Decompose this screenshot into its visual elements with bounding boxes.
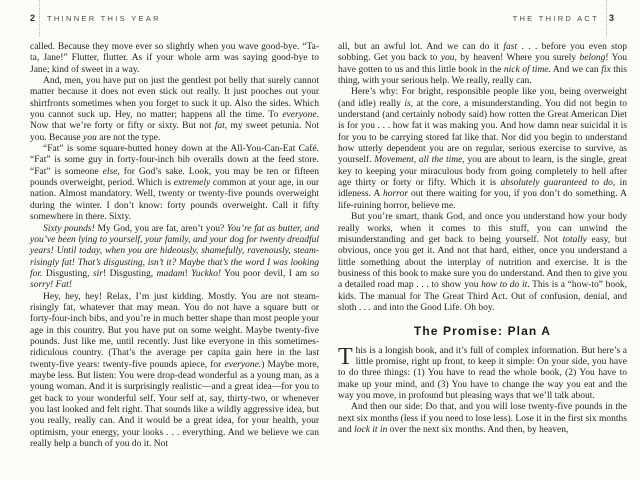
text-run-italic: horror — [382, 189, 408, 200]
text-run: , you are about to learn, is the single, great key to keeping your miraculous body from going completely to hell after age thirty or forty or fifty. Which it is — [338, 155, 627, 189]
text-run-italic: absolutely guaranteed to do — [500, 178, 613, 189]
text-run: And then our side: Do that, and you will lose twenty-five pounds in the next six months (less if you need to lose less). Lose it in the first six months and — [338, 402, 627, 435]
text-run-italic: madam — [156, 268, 185, 279]
text-run-italic: fix — [601, 64, 611, 75]
text-run: easy, but obvious, once you get it. And not that hard, either, once you understand a little something about the interplay of nutrition and exercise. It is the business of this book to make sure you do understand. And then to give you a detailed road map . . . to show you — [338, 234, 627, 291]
text-run-italic: everyone. — [224, 359, 262, 370]
text-run-italic: is — [404, 98, 411, 109]
paragraph — [30, 76, 319, 144]
text-run: all, but an awful lot. And we can do it — [338, 42, 504, 52]
section-heading: The Promise: Plan A — [413, 324, 552, 339]
text-run: ! Disgusting, — [102, 268, 157, 279]
text-run: over the next six months. And then, by heaven, — [387, 425, 569, 435]
text-run: called. Because they move ever so slightly when you wave good-bye. “Ta-ta, Jane!” Flutter, flutter. As if your whole arm was saying good-bye to Jane; kind of sweet in a way. — [30, 42, 319, 75]
paragraph — [30, 42, 319, 76]
left-page-body — [30, 42, 319, 450]
paragraph — [30, 144, 319, 223]
text-run: , at the core, a misunderstanding. You did not begin to understand (and certainly nobody said) how rotten the Great American Diet is for you . . . how fat it was making you. And how damn near suicidal it is for you to be carrying stored fat like that. Nor did you begin to understand how utterly dependent you are on regular, serious exercise to survive, as yourself. — [338, 98, 628, 166]
text-run: . . . before you even stop sobbing. Get you back to — [338, 42, 628, 64]
text-run: ! — [184, 268, 192, 279]
page-number-left: 2 — [30, 13, 36, 23]
text-run: common at your age, in our nation. Almost mandatory. Well, twenty or twenty-five pounds overweight during the winter. I don’t know: forty pounds overweight. Call it fifty somewhere in there. Sixty. — [30, 178, 319, 223]
text-run-italic: how to do it — [481, 280, 528, 291]
paragraph — [338, 42, 627, 87]
text-run-italic: everyone — [282, 110, 317, 121]
page-number-right: 3 — [608, 13, 614, 23]
text-run-italic: fast — [503, 42, 518, 52]
paragraph — [338, 212, 627, 314]
text-run: ) Maybe more, maybe less. But listen: You were drop-dead wonderful as a young man, as a young woman. And it is surprisingly realistic—and a great idea—for you to get back to your wonderful self. Your self at, say, thirty-two, or whenever you last looked and felt right. That sounds like a wildly aggressive idea, but you really, really can. And it would be a great idea, for your health, your optimism, your energy, your looks . . . everything. And we believe we can really help a bunch of you do it. Not — [30, 359, 319, 450]
text-run: this thing, with your serious help. We really, really can. — [338, 64, 627, 87]
text-run: , in idleness. A — [338, 178, 627, 200]
text-run: “Fat” is some square-butted honey down at the All-You-Can-Eat Café. “Fat” is some guy in forty-four-inch bib overalls down at the feed store. “Fat” is someone — [30, 144, 319, 177]
header-divider-right — [606, 0, 607, 37]
text-run-italic: else — [102, 166, 118, 177]
text-run-italic: Yuckko! — [191, 268, 222, 279]
running-head-right: THE THIRD ACT — [512, 14, 599, 23]
drop-cap: T — [338, 343, 353, 370]
text-run: , my sweet petunia. Not you. Because — [30, 121, 319, 143]
text-run-italic: lock it in — [354, 425, 388, 435]
paragraph — [338, 343, 627, 403]
text-run: out there waiting for you, if you don’t do something. A life-ruining horror, believe me. — [338, 189, 627, 211]
text-run-italic: you — [440, 53, 455, 64]
text-run: Here’s why: For bright, responsible people like you, being overweight (and idle) really — [338, 87, 627, 109]
text-run-italic: sir — [92, 268, 103, 279]
text-run-italic: totally — [562, 234, 587, 245]
text-run-italic: Sixty pounds! — [43, 223, 95, 234]
text-run: Disgusting, — [42, 268, 93, 279]
paragraph — [30, 292, 319, 451]
paragraph — [338, 402, 627, 436]
text-run-italic: You’re fat as butter, and you’ve been lying to yourself, your family, and your dog for twenty dreadful years! Until today, when you are hideously, shamefully, ravenously, steam-risingly fat! That’s disgusting, isn’t it? Maybe that’s the word I was looking for. — [30, 223, 319, 279]
text-run: Hey, hey, hey! Relax, I’m just kidding. Mostly. You are not steam-risingly fat, whatever that may mean. You do not have a square butt or forty-four-inch bibs, and you’re in much better shape than most people your age in this country. But you have put on some weight. Maybe twenty-five pounds. Just like me, until recently. Just like everyone in this sometimes-ridiculous country. (That’s the average per capita gain here in the last twenty-five years: twenty-five pounds apiece, for — [30, 291, 319, 370]
text-run: . And we can — [548, 64, 602, 75]
text-run-italic: you — [83, 132, 97, 143]
running-head-left: THINNER THIS YEAR — [47, 14, 161, 23]
text-run: . This is a “how-to” book, kids. The manual for The Great Third Act. Out of confusion, denial, and sloth . . . and into the Good Life. Oh boy. — [338, 280, 628, 313]
text-run-italic: so sorry! Fat! — [30, 268, 319, 291]
text-run: And, men, you have put on just the gentlest pot belly that surely cannot matter because it does not even stick out really. It just pooches out your shirtfronts sometimes when you forget to suck it up. Also the sides. Which you cannot suck up. Hey, no matter; happens all the time. To — [30, 76, 319, 121]
right-page-body — [338, 42, 627, 436]
paragraph — [338, 87, 627, 212]
right-page — [320, 0, 640, 480]
text-run: , for God’s sake. Look, you may be ten or fifteen pounds overweight, period. Which is — [30, 166, 319, 189]
text-run-italic: fat — [214, 121, 225, 132]
text-run: , by heaven! Where you surely — [454, 53, 580, 64]
text-run: are not the type. — [96, 132, 161, 143]
text-run-italic: nick of time — [503, 64, 549, 75]
text-run-italic: Movement, all the time — [374, 155, 463, 166]
header-divider-left — [39, 0, 40, 37]
text-run-italic: belong — [579, 53, 606, 64]
text-run: . Now that we’re forty or fifty or sixty. But not — [30, 110, 319, 132]
text-run: But you’re smart, thank God, and once you understand how your body really works, when it comes to this stuff, you can unwind the misunderstanding and get back to being yourself. Not — [338, 212, 627, 245]
text-run: ! You have gotten to us and this little book in the — [338, 53, 627, 75]
text-run: You poor devil, I am — [221, 268, 311, 279]
paragraph — [30, 224, 319, 292]
text-run: My God, you are fat, aren’t you? — [94, 223, 227, 234]
text-run-italic: extremely — [173, 178, 211, 189]
text-run: his is a longish book, and it’s full of complex information. But here’s a little promise, right up front, to keep it simple: On your side, you have to do three things: (1) You have to read the whole book, (2) You have to make up your mind, and (3) You have to change the way you eat and the way you move, in profound but pleasing ways that we’ll talk about. — [338, 345, 627, 401]
